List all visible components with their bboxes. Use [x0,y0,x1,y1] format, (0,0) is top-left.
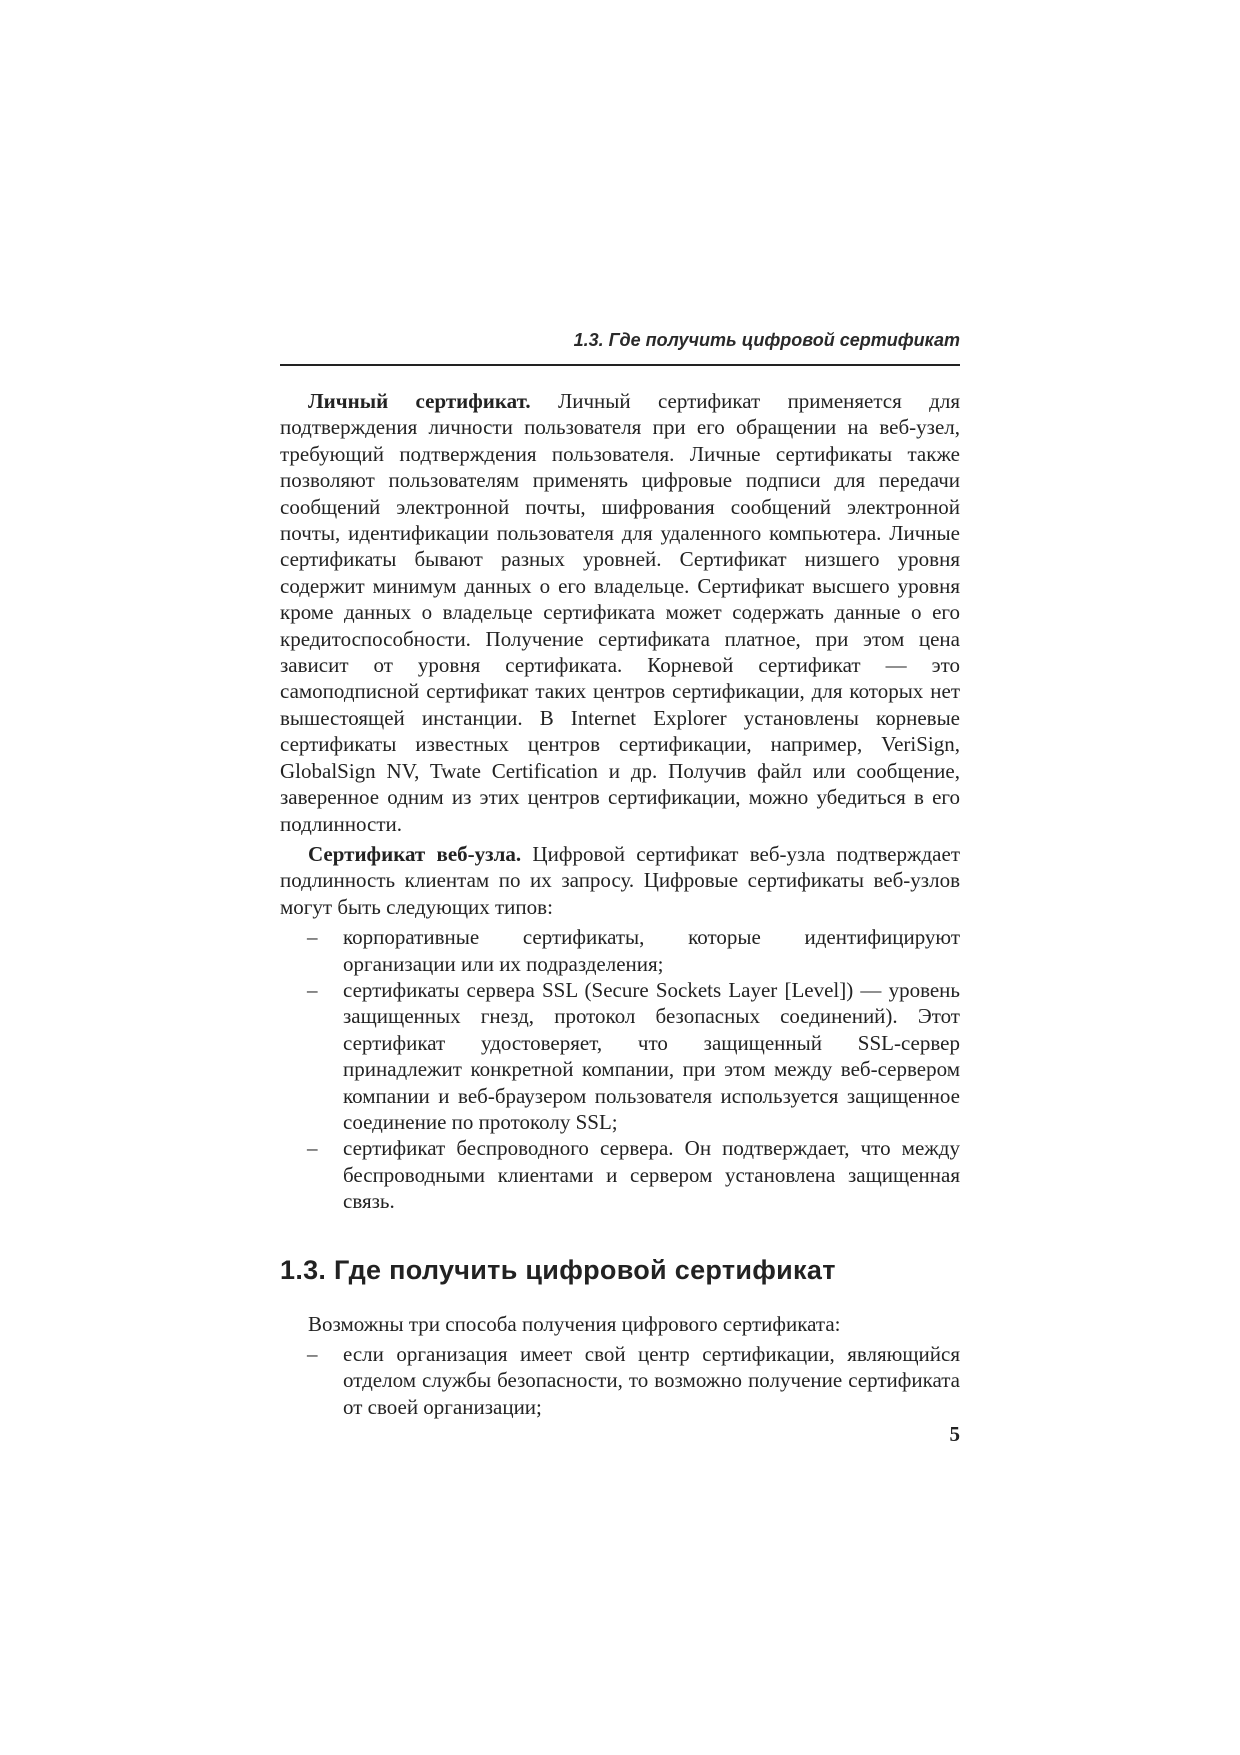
header-rule [280,364,960,366]
paragraph-text: Цифровой сертификат веб-узла подтверждает подлинность клиентам по их запросу. Цифровые сертификаты веб-узлов могут быть следующих типов: [280,841,961,919]
section-intro: Возможны три способа получения цифрового сертификата: [308,1311,841,1336]
list-item: – сертификат беспроводного сервера. Он подтверждает, что между беспроводными клиентами и сервером установлена защищенная связь. [343,1135,960,1214]
book-page [280,0,960,1755]
paragraph-website-certificate [280,841,960,920]
section-heading: 1.3. Где получить цифровой сертификат [280,1254,836,1285]
running-header: 1.3. Где получить цифровой сертификат [573,330,960,350]
list-item: – если организация имеет свой центр сертификации, являющийся отделом службы безопасности, то возможно получение сертификата от своей организации; [343,1341,960,1420]
list-item: – сертификаты сервера SSL (Secure Sockets Layer [Level]) — уровень защищенных гнезд, протокол безопасных соединений). Этот сертификат удостоверяет, что защищенный SSL-сервер принадлежит конкретной компании, при этом между веб-сервером компании и веб-браузером пользователя используется защищенное соединение по протоколу SSL; [343,977,960,1135]
list-item: – корпоративные сертификаты, которые идентифицируют организации или их подразделения; [343,924,960,977]
page-body [280,388,960,1420]
website-certificate-types-list [280,924,960,1214]
paragraph-personal-certificate [280,388,960,837]
paragraph-lead: Сертификат веб-узла. [308,841,522,866]
paragraph-lead: Личный сертификат. [308,389,531,413]
page-number: 5 [949,1422,960,1446]
obtaining-ways-list [280,1341,960,1420]
paragraph-text: Личный сертификат применяется для подтверждения личности пользователя при его обращении на веб-узел, требующий подтверждения пользователя. Личные сертификаты также позволяют пользователям применять цифровые подписи для передачи сообщений электронной почты, шифрования сообщений электронной почты, идентификации пользователя для удаленного компьютера. Личные сертификаты бывают разных уровней. Сертификат низшего уровня содержит минимум данных о его владельце. Сертификат высшего уровня кроме данных о владельце сертификата может содержать данные о его кредитоспособности. Получение сертификата платное, при этом цена зависит от уровня сертификата. Корневой сертификат — это самоподписной сертификат таких центров сертификации, для которых нет вышестоящей инстанции. В Internet Explorer установлены корневые сертификаты известных центров сертификации, например, VeriSign, GlobalSign NV, Twate Certification и др. Получив файл или сообщение, заверенное одним из этих центров сертификации, можно убедиться в его подлинности. [280,389,960,836]
